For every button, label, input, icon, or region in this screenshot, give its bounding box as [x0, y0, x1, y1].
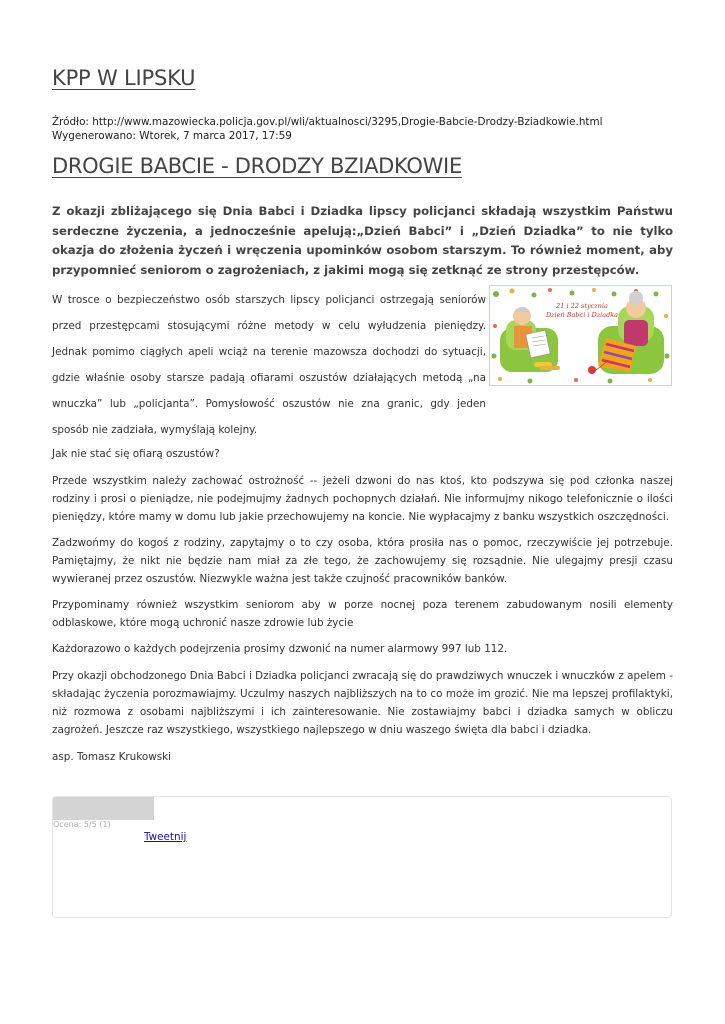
source-line: Źródło: http://www.mazowiecka.policja.gov.pl/wli/aktualnosci/3295,Drogie-Babcie-Drodzy-Bziadkowie.html [52, 116, 603, 128]
grandparents-day-image [489, 285, 672, 386]
paragraph-question: Jak nie stać się ofiarą oszustów? [52, 448, 220, 460]
paragraph-reflective: Przypominamy również wszystkim seniorom aby w porze nocnej poza terenem zabudowanym nosili elementy odblaskowe, które mogą uchronić nasze zdrowie lub życie [52, 599, 673, 629]
document-meta [52, 115, 603, 143]
paragraph-call-family: Zadzwońmy do kogoś z rodziny, zapytajmy o to czy osoba, która prosiła nas o pomoc, rzeczywiście jej potrzebuje. Pamiętajmy, że nikt nie będzie nam miał za złe tego, że zachowujemy się rozsądnie. Nie ulegajmy presji czasu wywieranej przez oszustów. Niezwykle ważna jest także czujność pracowników banków. [52, 537, 673, 585]
rating-panel [52, 796, 672, 918]
site-title: KPP W LIPSKU [52, 66, 196, 90]
image-caption-line2: Dzień Babci i Dziadka [545, 311, 619, 319]
tweet-link[interactable]: Tweetnij [144, 831, 187, 843]
grandparents-illustration [490, 286, 671, 385]
article-lead: Z okazji zbliżającego się Dnia Babci i Dziadka lipscy policjanci składają wszystkim Państwu serdeczne życzenia, a jednocześnie apelują:„Dzień Babci” i „Dzień Dziadka” to nie tylko okazja do złożenia życzeń i wręczenia upominków osobom starszym. To również moment, aby przypomnieć seniorom o zagrożeniach, z jakimi mogą się zetknąć ze strony przestępców. [52, 204, 673, 277]
generated-line: Wygenerowano: Wtorek, 7 marca 2017, 17:59 [52, 130, 292, 142]
paragraph-appeal: Przy okazji obchodzonego Dnia Babci i Dziadka policjanci zwracają się do prawdziwych wnuczek i wnuczków z apelem - składając życzenia porozmawiajmy. Uczulmy naszych najbliższych na to co może im grozić. Nie ma lepszej profilaktyki, niż rozmowa z osobami najbliższymi i ich zainteresowanie. Nie zostawiajmy babci i dziadka samych w obliczu zagrożeń. Jeszcze raz wszystkiego, wszystkiego najlepszego w dniu waszego święta dla babci i dziadka. [52, 670, 673, 736]
rating-label: Ocena: 5/5 (1) [53, 820, 111, 829]
rating-stars-bar[interactable] [53, 797, 154, 820]
image-caption [545, 302, 618, 319]
paragraph-caution: Przede wszystkim należy zachować ostrożność -- jeżeli dzwoni do nas ktoś, kto podszywa się pod członka naszej rodziny i prosi o pieniądze, nie podejmujmy żadnych pochopnych działań. Nie informujmy nikogo telefonicznie o ilości pieniędzy, które mamy w domu lub jakie przechowujemy na koncie. Nie wypłacajmy z banku wszystkich oszczędności. [52, 475, 673, 523]
article-title: DROGIE BABCIE - DRODZY BZIADKOWIE [52, 154, 462, 178]
image-caption-line1: 21 i 22 stycznia [556, 302, 608, 310]
article-intro: W trosce o bezpieczeństwo osób starszych lipscy policjanci ostrzegają seniorów przed przestępcami stosującymi różne metody w celu wyłudzenia pieniędzy. Jednak pomimo ciągłych apeli wciąż na terenie mazowsza dochodzi do sytuacji, gdzie właśnie osoby starsze padają ofiarami oszustów działających metodą „na wnuczka” lub „policjanta”. Pomysłowość oszustów nie zna granic, gdy jeden sposób nie zadziała, wymyślają kolejny. [52, 294, 486, 436]
author-signature: asp. Tomasz Krukowski [52, 751, 172, 763]
paragraph-emergency: Każdorazowo o każdych podejrzenia prosimy dzwonić na numer alarmowy 997 lub 112. [52, 643, 508, 655]
